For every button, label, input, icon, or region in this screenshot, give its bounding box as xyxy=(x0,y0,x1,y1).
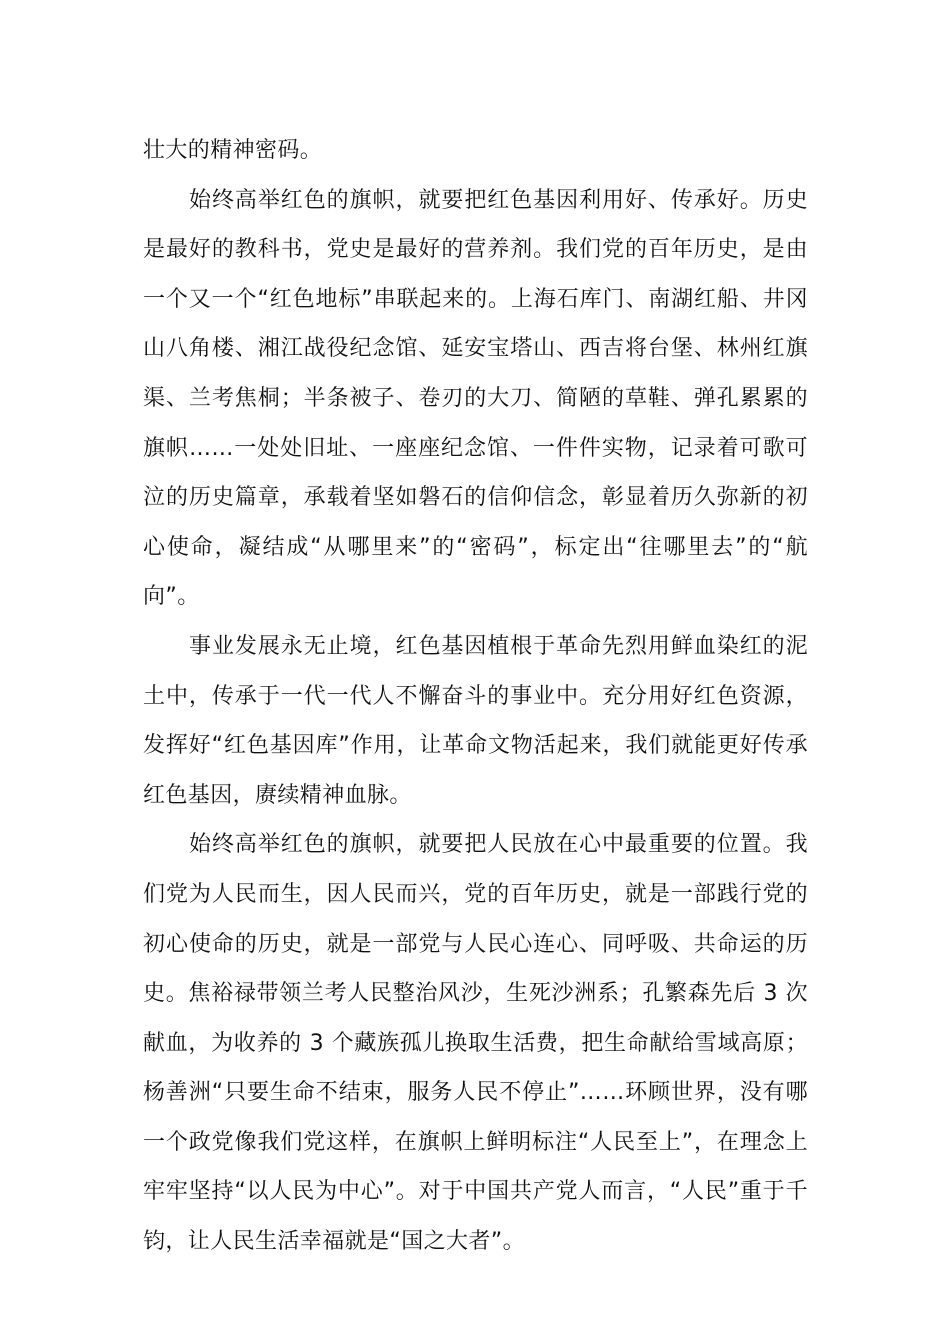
paragraph-3: 事业发展永无止境，红色基因植根于革命先烈用鲜血染红的泥土中，传承于一代一代人不懈奋斗的事业中。充分用好红色资源，发挥好“红色基因库”作用，让革命文物活起来，我们就能更好传承红色基因，赓续精神血脉。 xyxy=(143,633,808,808)
paragraph-4: 始终高举红色的旗帜，就要把人民放在心中最重要的位置。我们党为人民而生，因人民而兴，党的百年历史，就是一部践行党的初心使命的历史，就是一部党与人民心连心、同呼吸、共命运的历史。焦裕禄带领兰考人民整治风沙，生死沙洲系；孔繁森先后 3 次献血，为收养的 3 个藏族孤儿换取生活费，把生命献给雪域高原；杨善洲“只要生命不结束，服务人民不停止”……环顾世界，没有哪一个政党像我们党这样，在旗帜上鲜明标注“人民至上”，在理念上牢牢坚持“以人民为中心”。对于中国共产党人而言，“人民”重于千钧，让人民生活幸福就是“国之大者”。 xyxy=(143,832,808,1255)
document-body xyxy=(143,126,808,1267)
paragraph-2: 始终高举红色的旗帜，就要把红色基因利用好、传承好。历史是最好的教科书，党史是最好的营养剂。我们党的百年历史，是由一个又一个“红色地标”串联起来的。上海石库门、南湖红船、井冈山八角楼、湘江战役纪念馆、延安宝塔山、西吉将台堡、林州红旗渠、兰考焦桐；半条被子、卷刃的大刀、简陋的草鞋、弹孔累累的旗帜……一处处旧址、一座座纪念馆、一件件实物，记录着可歌可泣的历史篇章，承载着坚如磐石的信仰信念，彰显着历久弥新的初心使命，凝结成“从哪里来”的“密码”，标定出“往哪里去”的“航向”。 xyxy=(143,187,808,610)
paragraph-1: 壮大的精神密码。 xyxy=(143,138,323,163)
